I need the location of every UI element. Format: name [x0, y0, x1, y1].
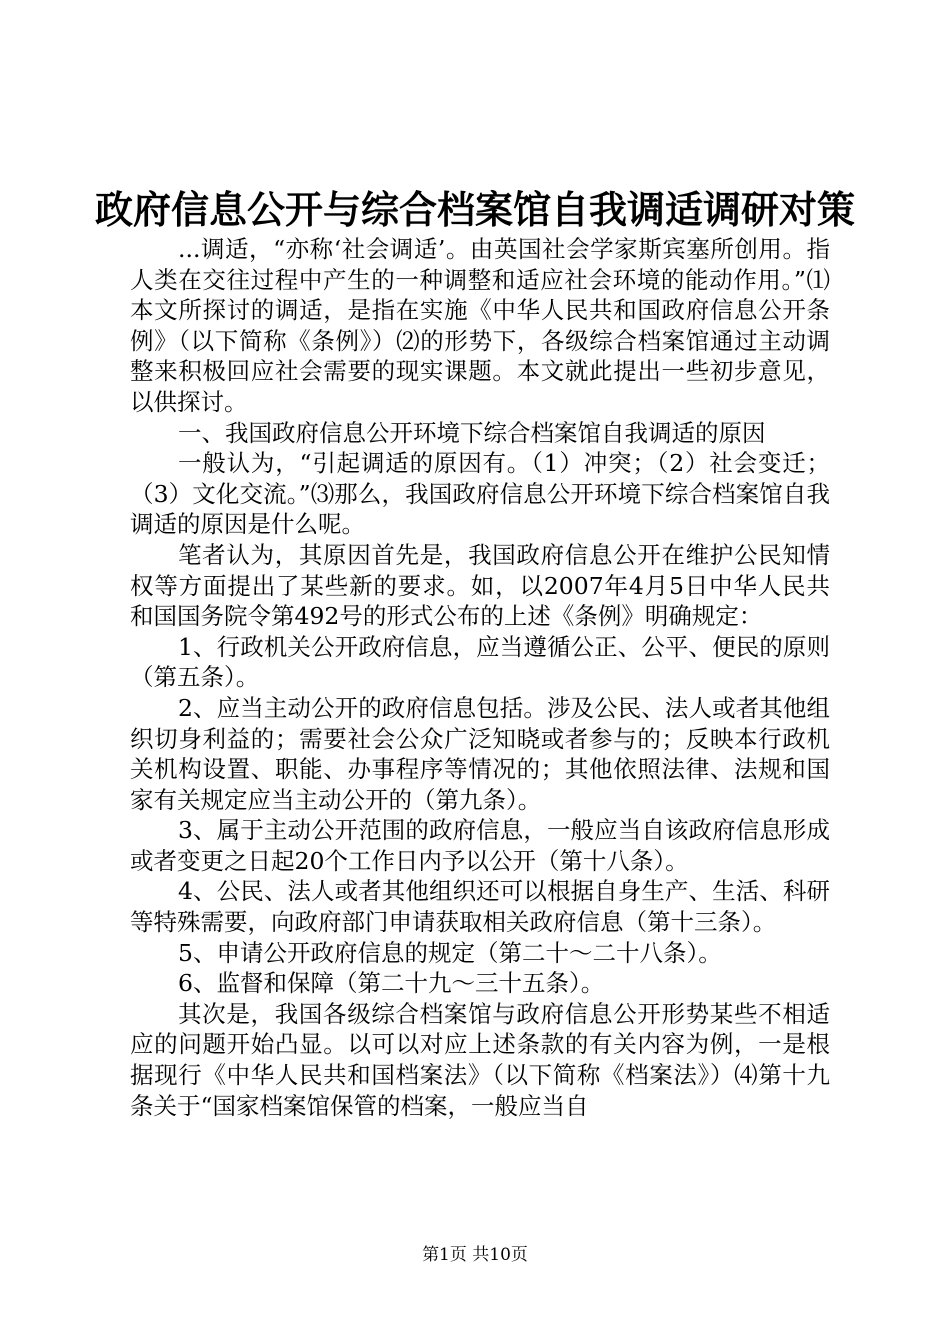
list-item-2: 2、应当主动公开的政府信息包括。涉及公民、法人或者其他组织切身利益的；需要社会公众广泛知晓或者参与的；反映本行政机关机构设置、职能、办事程序等情况的；其他依照法律、法规和国家有关规定应当主动公开的（第九条）。 — [130, 693, 830, 814]
paragraph-intro: ...调适，“亦称‘社会调适’。由英国社会学家斯宾塞所创用。指人类在交往过程中产生的一种调整和适应社会环境的能动作用。”⑴本文所探讨的调适，是指在实施《中华人民共和国政府信息公开条例》（以下简称《条例》）⑵的形势下，各级综合档案馆通过主动调整来积极回应社会需要的现实课题。本文就此提出一些初步意见，以供探讨。 — [130, 235, 830, 416]
list-item-6: 6、监督和保障（第二十九～三十五条）。 — [178, 969, 605, 998]
list-item-1: 1、行政机关公开政府信息，应当遵循公正、公平、便民的原则（第五条）。 — [130, 632, 830, 692]
list-item-4: 4、公民、法人或者其他组织还可以根据自身生产、生活、科研等特殊需要，向政府部门申请获取相关政府信息（第十三条）。 — [130, 877, 830, 937]
page-footer: 第1页 共10页 — [422, 1245, 528, 1265]
list-item-3: 3、属于主动公开范围的政府信息，一般应当自该政府信息形成或者变更之日起20个工作日内予以公开（第十八条）。 — [130, 816, 830, 875]
section-heading-1: 一、我国政府信息公开环境下综合档案馆自我调适的原因 — [178, 418, 766, 447]
document-title: 政府信息公开与综合档案馆自我调适调研对策 — [94, 187, 855, 232]
list-item-5: 5、申请公开政府信息的规定（第二十～二十八条）。 — [178, 938, 722, 967]
paragraph-second-reason: 其次是，我国各级综合档案馆与政府信息公开形势某些不相适应的问题开始凸显。以可以对应上述条款的有关内容为例，一是根据现行《中华人民共和国档案法》（以下简称《档案法》）⑷第十九条关于“国家档案馆保管的档案，一般应当自 — [130, 999, 830, 1120]
document-body — [130, 234, 830, 1121]
paragraph-first-reason: 笔者认为，其原因首先是，我国政府信息公开在维护公民知情权等方面提出了某些新的要求。如，以2007年4月5日中华人民共和国国务院令第492号的形式公布的上述《条例》明确规定： — [130, 540, 830, 631]
paragraph-causes: 一般认为，“引起调适的原因有。（1）冲突；（2）社会变迁；（3）文化交流。”⑶那么，我国政府信息公开环境下综合档案馆自我调适的原因是什么呢。 — [130, 449, 830, 539]
